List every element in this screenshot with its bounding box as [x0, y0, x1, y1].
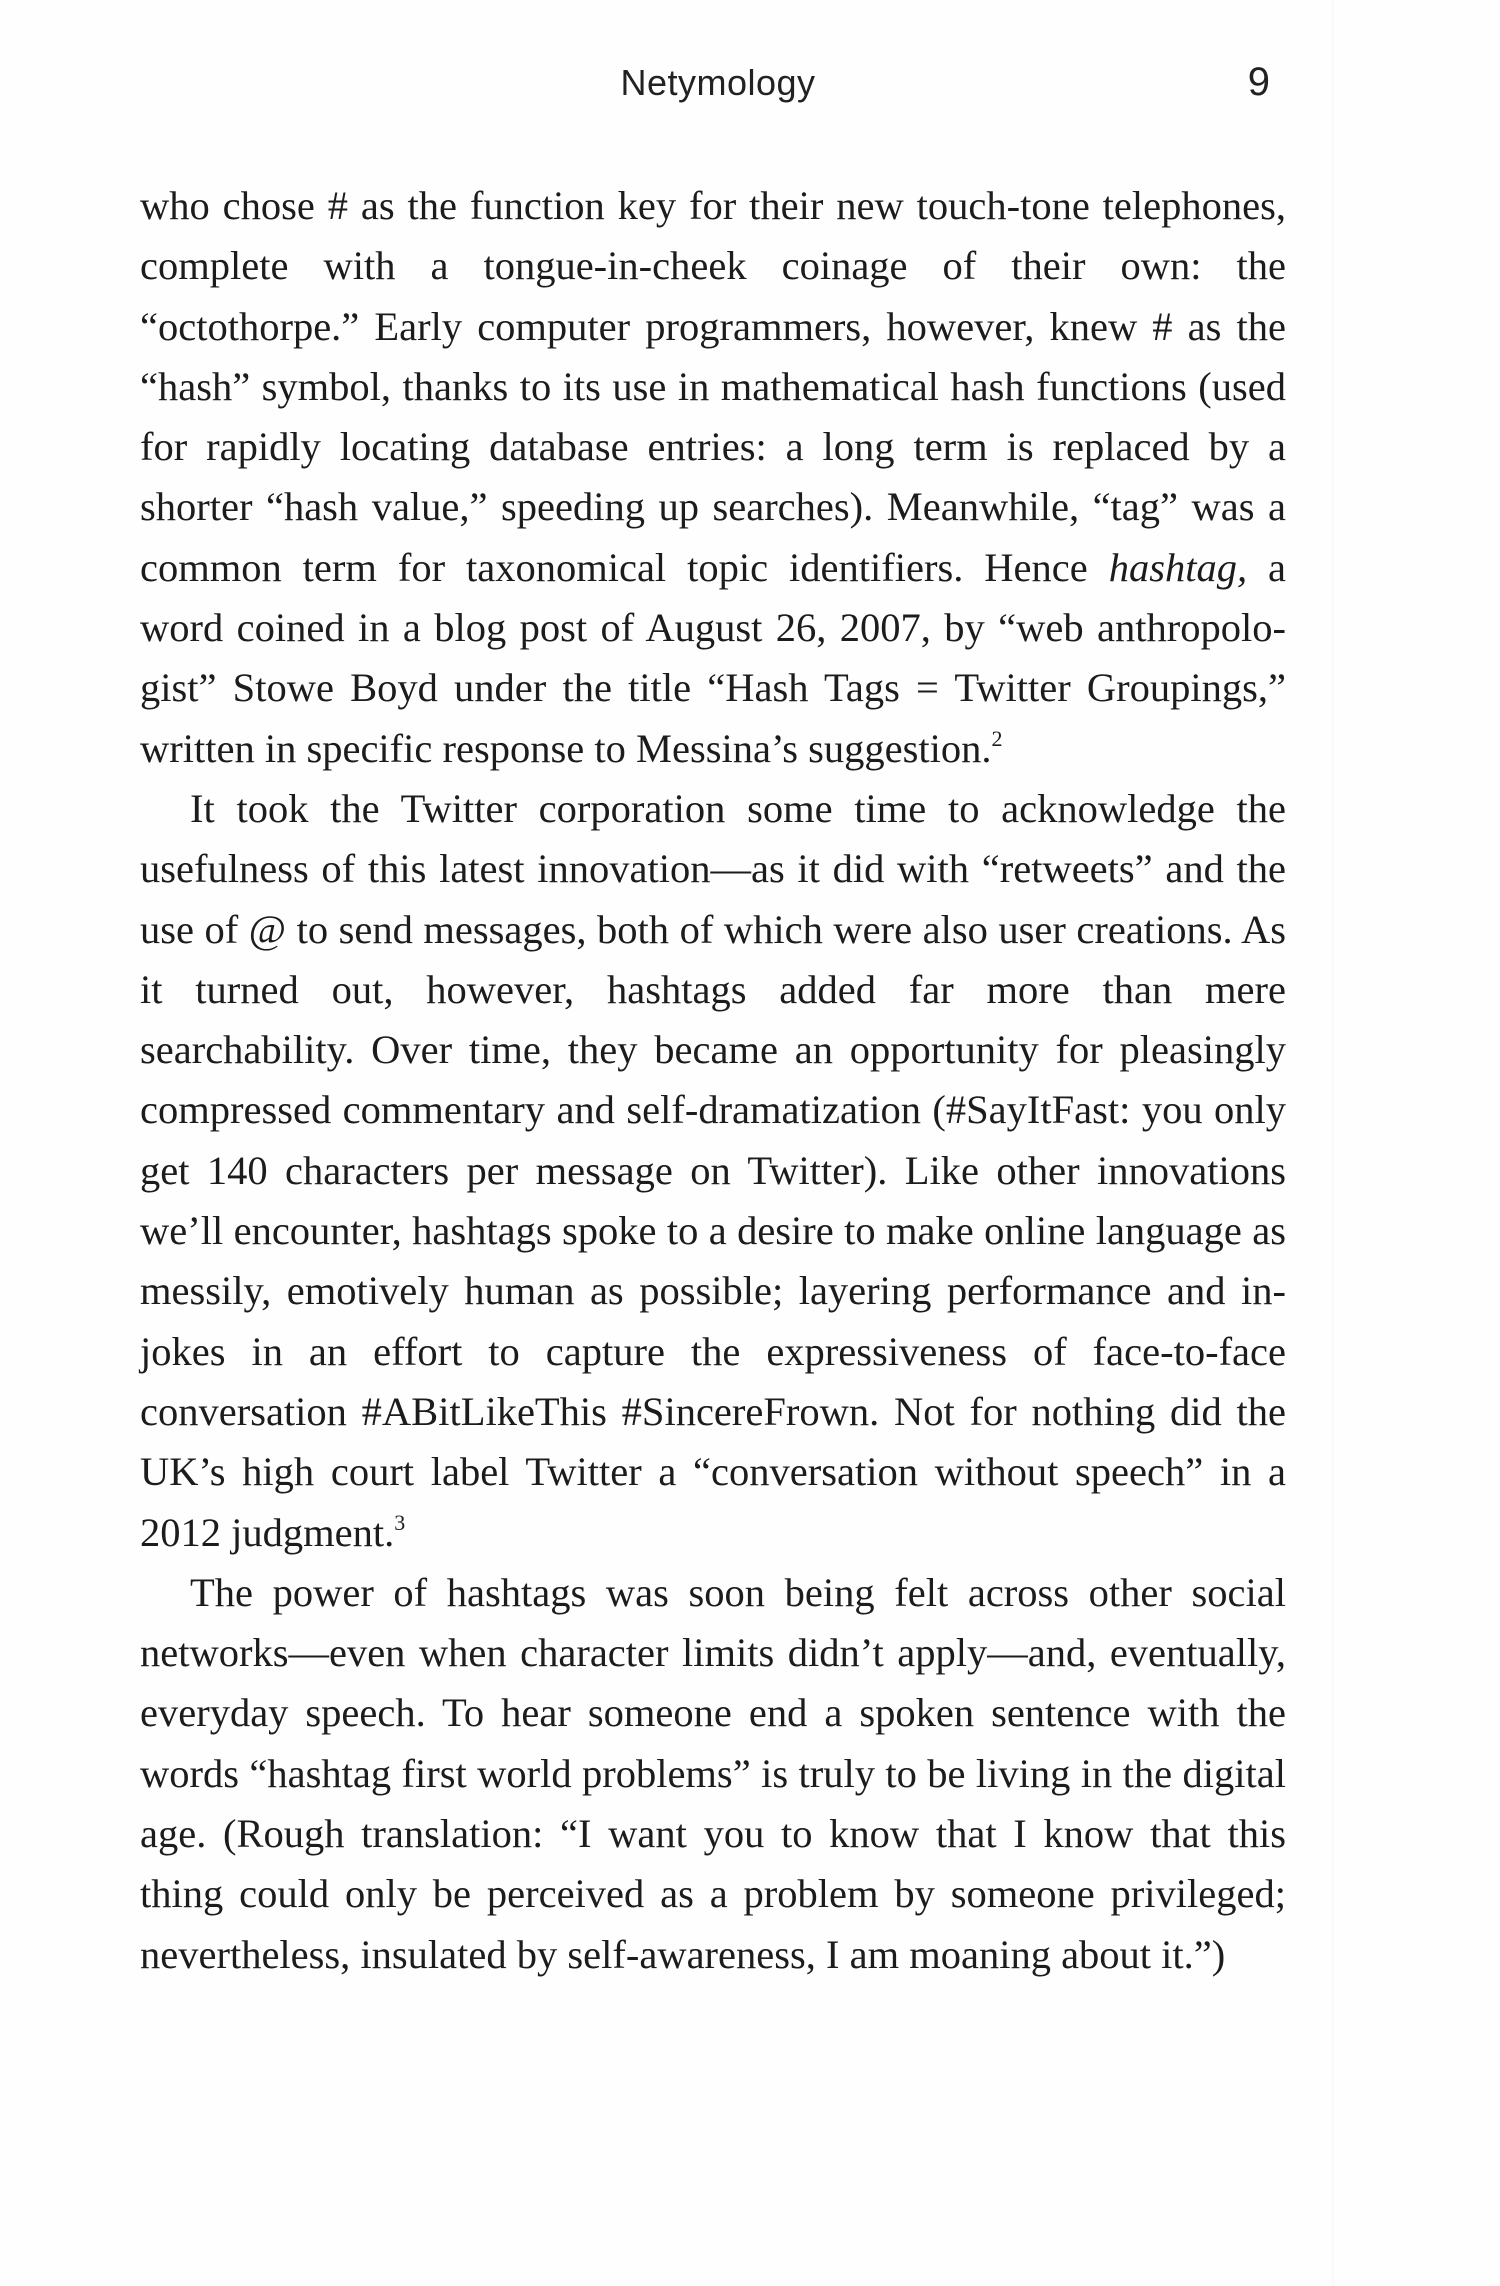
footnote-marker: 2 [991, 725, 1003, 751]
body-text [140, 176, 1286, 1985]
paragraph-1 [140, 176, 1286, 779]
text-run: The power of hashtags was soon being felt across other social networks—even when character limits didn’t apply—and, eventually, everyday speech. To hear someone end a spoken sentence with the words “hashtag first world problems” is truly to be living in the digital age. (Rough translation: “I want you to know that I know that this thing could only be perceived as a problem by someone privileged; nevertheless, insulated by self-awareness, I am moaning about it.”) [140, 1569, 1286, 1977]
paragraph-2 [140, 779, 1286, 1563]
text-run: a word coined in a blog post of August 26, 2007, by “web anthropologist” Stowe Boyd under the title “Hash Tags = Twitter Groupings,” written in specific response to Messina’s suggestion. [140, 544, 1286, 771]
page-number: 9 [1247, 60, 1270, 104]
page-gutter [1330, 0, 1336, 2286]
text-run: It took the Twitter corporation some time to acknowledge the usefulness of this latest innovation—as it did with “retweets” and the use of @ to send messages, both of which were also user creations. As it turned out, however, hashtags added far more than mere searchability. Over time, they became an opportunity for pleasingly compressed commentary and self-dramatization (#SayItFast: you only get 140 characters per message on Twitter). Like other innovations we’ll encounter, hashtags spoke to a desire to make online language as messily, emotively human as possible; layering performance and in-jokes in an effort to capture the expressiveness of face-to-face conversation #ABitLikeThis #SincereFrown. Not for nothing did the UK’s high court label Twitter a “conversation without speech” in a 2012 judgment. [140, 785, 1286, 1555]
text-run: who chose # as the function key for their new touch-tone telephones, complete with a tongue-in-cheek coinage of their own: the “octothorpe.” Early computer programmers, however, knew # as the “hash” symbol, thanks to its use in mathematical hash functions (used for rapidly locating database entries: a long term is replaced by a shorter “hash value,” speeding up searches). Meanwhile, “tag” was a common term for taxonomical topic identifiers. Hence [140, 183, 1286, 590]
italic-term: hashtag, [1108, 544, 1248, 590]
paragraph-3 [140, 1563, 1286, 1985]
footnote-marker: 3 [394, 1509, 406, 1535]
running-head-title: Netymology [620, 62, 816, 103]
running-head [0, 62, 1500, 122]
